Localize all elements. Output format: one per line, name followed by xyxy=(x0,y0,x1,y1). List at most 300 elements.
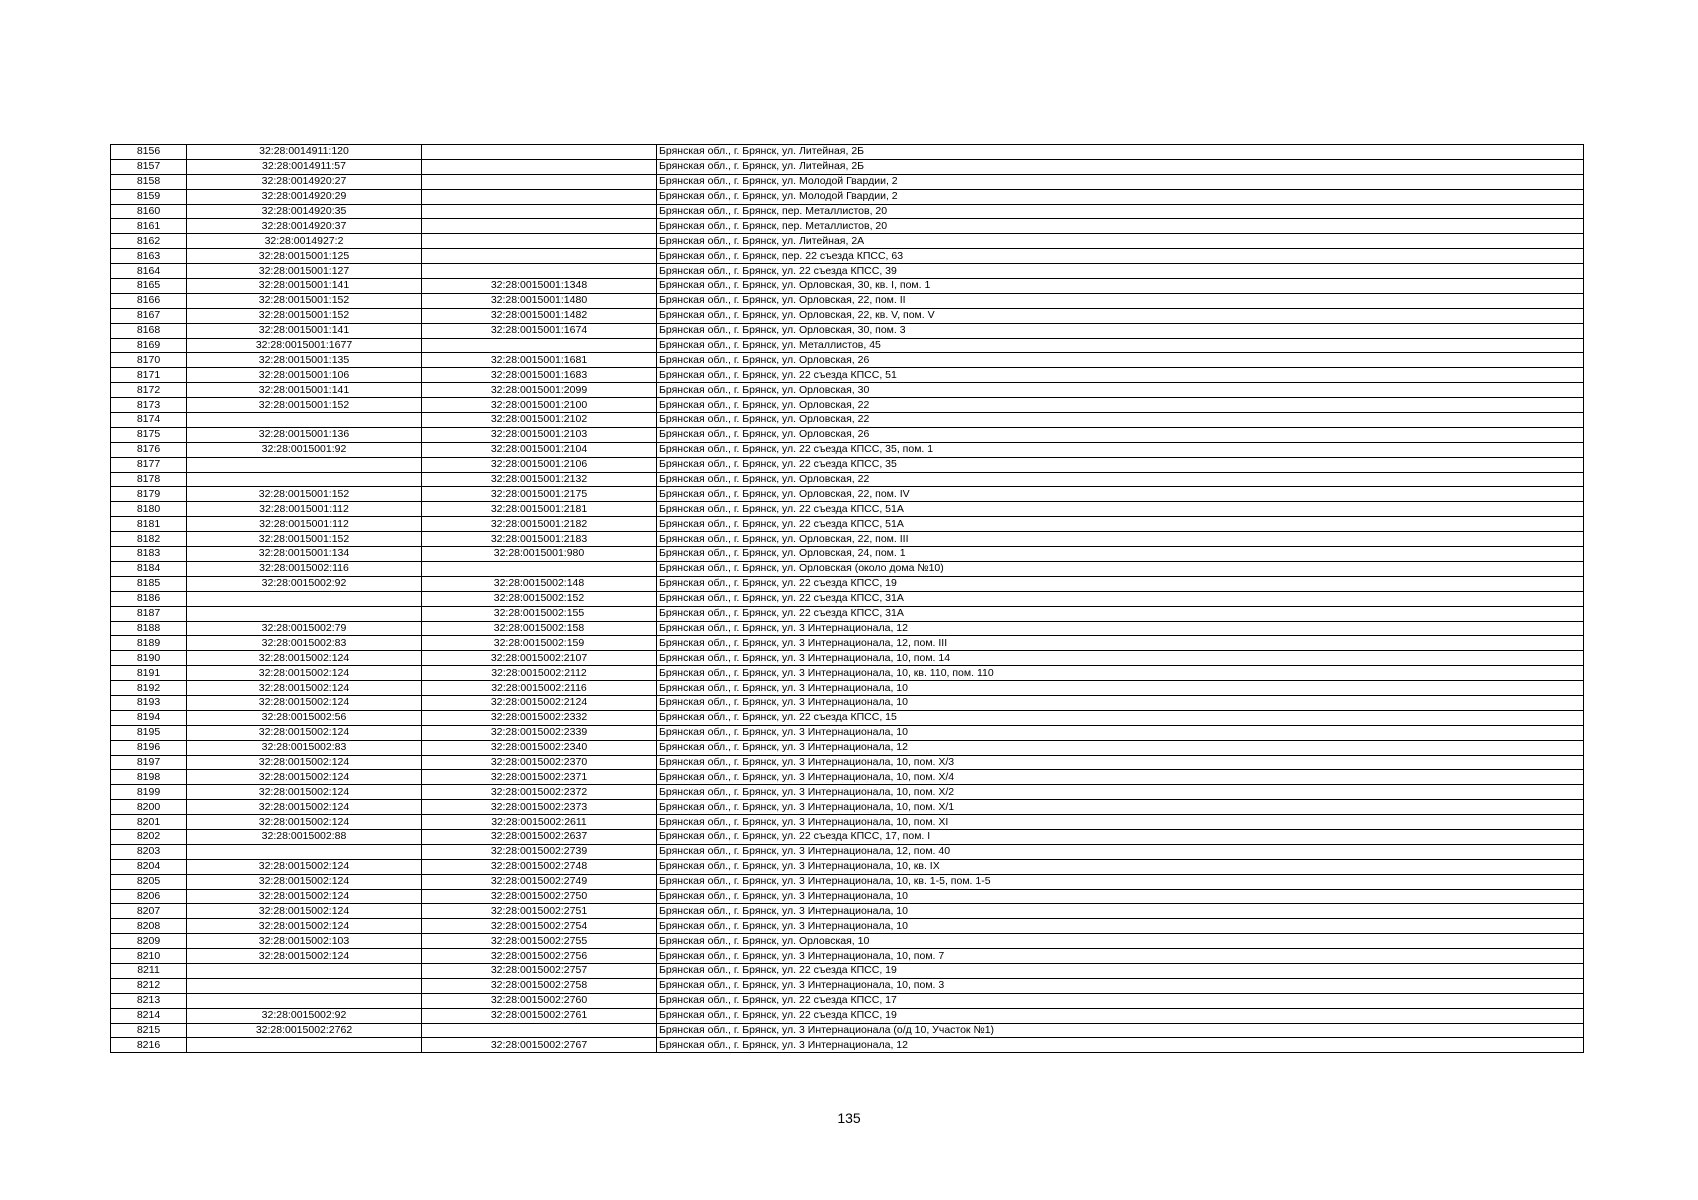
address-cell: Брянская обл., г. Брянск, ул. 3 Интернационала, 10, пом. Х/1 xyxy=(657,800,1584,815)
object-number-cell: 32:28:0015002:2749 xyxy=(422,874,657,889)
parcel-number-cell: 32:28:0014927:2 xyxy=(187,234,422,249)
address-cell: Брянская обл., г. Брянск, ул. Орловская, 22 xyxy=(657,472,1584,487)
row-number-cell: 8168 xyxy=(111,323,187,338)
parcel-number-cell: 32:28:0015002:116 xyxy=(187,561,422,576)
object-number-cell: 32:28:0015002:2750 xyxy=(422,889,657,904)
object-number-cell: 32:28:0015002:2370 xyxy=(422,755,657,770)
address-cell: Брянская обл., г. Брянск, ул. 3 Интернационала (о/д 10, Участок №1) xyxy=(657,1023,1584,1038)
address-cell: Брянская обл., г. Брянск, ул. Орловская, 24, пом. 1 xyxy=(657,547,1584,562)
row-number-cell: 8160 xyxy=(111,204,187,219)
row-number-cell: 8193 xyxy=(111,695,187,710)
table-row xyxy=(111,159,1584,174)
table-row xyxy=(111,547,1584,562)
row-number-cell: 8161 xyxy=(111,219,187,234)
parcel-number-cell: 32:28:0015002:56 xyxy=(187,710,422,725)
object-number-cell: 32:28:0015001:2103 xyxy=(422,427,657,442)
address-cell: Брянская обл., г. Брянск, ул. 22 съезда КПСС, 19 xyxy=(657,1008,1584,1023)
address-cell: Брянская обл., г. Брянск, ул. 22 съезда КПСС, 17 xyxy=(657,993,1584,1008)
table-row xyxy=(111,561,1584,576)
address-cell: Брянская обл., г. Брянск, ул. 22 съезда КПСС, 51 xyxy=(657,368,1584,383)
address-cell: Брянская обл., г. Брянск, ул. 3 Интернационала, 12, пом. 40 xyxy=(657,844,1584,859)
object-number-cell: 32:28:0015002:2760 xyxy=(422,993,657,1008)
object-number-cell: 32:28:0015002:2756 xyxy=(422,949,657,964)
row-number-cell: 8191 xyxy=(111,666,187,681)
table-row xyxy=(111,457,1584,472)
row-number-cell: 8199 xyxy=(111,785,187,800)
object-number-cell: 32:28:0015002:2332 xyxy=(422,710,657,725)
row-number-cell: 8202 xyxy=(111,829,187,844)
table-row xyxy=(111,279,1584,294)
row-number-cell: 8197 xyxy=(111,755,187,770)
object-number-cell: 32:28:0015001:2181 xyxy=(422,502,657,517)
row-number-cell: 8214 xyxy=(111,1008,187,1023)
address-cell: Брянская обл., г. Брянск, ул. 22 съезда КПСС, 31А xyxy=(657,606,1584,621)
object-number-cell: 32:28:0015002:2754 xyxy=(422,919,657,934)
row-number-cell: 8181 xyxy=(111,517,187,532)
parcel-number-cell: 32:28:0015002:124 xyxy=(187,695,422,710)
address-cell: Брянская обл., г. Брянск, пер. Металлистов, 20 xyxy=(657,219,1584,234)
row-number-cell: 8206 xyxy=(111,889,187,904)
row-number-cell: 8170 xyxy=(111,353,187,368)
table-row xyxy=(111,815,1584,830)
address-cell: Брянская обл., г. Брянск, ул. Орловская, 30, кв. I, пом. 1 xyxy=(657,279,1584,294)
parcel-number-cell xyxy=(187,606,422,621)
table-row xyxy=(111,889,1584,904)
row-number-cell: 8163 xyxy=(111,249,187,264)
address-cell: Брянская обл., г. Брянск, ул. Орловская, 22 xyxy=(657,398,1584,413)
table-row xyxy=(111,368,1584,383)
parcel-number-cell: 32:28:0014920:35 xyxy=(187,204,422,219)
row-number-cell: 8169 xyxy=(111,338,187,353)
parcel-number-cell: 32:28:0015002:124 xyxy=(187,755,422,770)
table-row xyxy=(111,591,1584,606)
row-number-cell: 8184 xyxy=(111,561,187,576)
address-cell: Брянская обл., г. Брянск, ул. Орловская, 30, пом. 3 xyxy=(657,323,1584,338)
row-number-cell: 8175 xyxy=(111,427,187,442)
row-number-cell: 8178 xyxy=(111,472,187,487)
address-cell: Брянская обл., г. Брянск, ул. Орловская, 30 xyxy=(657,383,1584,398)
row-number-cell: 8167 xyxy=(111,308,187,323)
table-row xyxy=(111,442,1584,457)
parcel-number-cell xyxy=(187,993,422,1008)
parcel-number-cell xyxy=(187,1038,422,1053)
object-number-cell: 32:28:0015001:2175 xyxy=(422,487,657,502)
table-row xyxy=(111,427,1584,442)
object-number-cell: 32:28:0015001:2104 xyxy=(422,442,657,457)
object-number-cell: 32:28:0015002:2637 xyxy=(422,829,657,844)
parcel-number-cell: 32:28:0015001:152 xyxy=(187,487,422,502)
parcel-number-cell: 32:28:0015002:124 xyxy=(187,859,422,874)
row-number-cell: 8180 xyxy=(111,502,187,517)
address-cell: Брянская обл., г. Брянск, ул. 22 съезда КПСС, 35, пом. 1 xyxy=(657,442,1584,457)
parcel-number-cell xyxy=(187,457,422,472)
object-number-cell xyxy=(422,204,657,219)
parcel-number-cell: 32:28:0015002:124 xyxy=(187,681,422,696)
parcel-number-cell: 32:28:0015001:152 xyxy=(187,308,422,323)
parcel-number-cell: 32:28:0015001:125 xyxy=(187,249,422,264)
object-number-cell xyxy=(422,561,657,576)
address-cell: Брянская обл., г. Брянск, ул. 3 Интернационала, 12 xyxy=(657,740,1584,755)
table-row xyxy=(111,606,1584,621)
object-number-cell: 32:28:0015001:2132 xyxy=(422,472,657,487)
row-number-cell: 8209 xyxy=(111,934,187,949)
table-row xyxy=(111,338,1584,353)
table-row xyxy=(111,859,1584,874)
parcel-number-cell: 32:28:0015002:103 xyxy=(187,934,422,949)
parcel-number-cell: 32:28:0014911:57 xyxy=(187,159,422,174)
row-number-cell: 8183 xyxy=(111,547,187,562)
row-number-cell: 8216 xyxy=(111,1038,187,1053)
object-number-cell: 32:28:0015002:2751 xyxy=(422,904,657,919)
address-cell: Брянская обл., г. Брянск, ул. Орловская, 10 xyxy=(657,934,1584,949)
parcel-number-cell: 32:28:0015002:83 xyxy=(187,636,422,651)
object-number-cell: 32:28:0015002:148 xyxy=(422,576,657,591)
object-number-cell: 32:28:0015001:1681 xyxy=(422,353,657,368)
table-row xyxy=(111,949,1584,964)
parcel-number-cell: 32:28:0015002:92 xyxy=(187,576,422,591)
parcel-number-cell: 32:28:0015002:92 xyxy=(187,1008,422,1023)
parcel-number-cell: 32:28:0015001:152 xyxy=(187,293,422,308)
object-number-cell: 32:28:0015002:2372 xyxy=(422,785,657,800)
object-number-cell: 32:28:0015001:1348 xyxy=(422,279,657,294)
parcel-number-cell xyxy=(187,413,422,428)
table-row xyxy=(111,398,1584,413)
address-cell: Брянская обл., г. Брянск, ул. Литейная, 2Б xyxy=(657,145,1584,160)
row-number-cell: 8189 xyxy=(111,636,187,651)
parcel-number-cell: 32:28:0015001:92 xyxy=(187,442,422,457)
object-number-cell: 32:28:0015002:2755 xyxy=(422,934,657,949)
table-row xyxy=(111,904,1584,919)
table-row xyxy=(111,829,1584,844)
table-row xyxy=(111,353,1584,368)
table-row xyxy=(111,517,1584,532)
table-row xyxy=(111,651,1584,666)
table-row xyxy=(111,710,1584,725)
row-number-cell: 8182 xyxy=(111,532,187,547)
address-cell: Брянская обл., г. Брянск, ул. Литейная, 2Б xyxy=(657,159,1584,174)
row-number-cell: 8198 xyxy=(111,770,187,785)
table-row xyxy=(111,383,1584,398)
parcel-number-cell: 32:28:0015001:152 xyxy=(187,398,422,413)
address-cell: Брянская обл., г. Брянск, ул. 3 Интернационала, 10 xyxy=(657,725,1584,740)
object-number-cell: 32:28:0015002:2112 xyxy=(422,666,657,681)
row-number-cell: 8204 xyxy=(111,859,187,874)
row-number-cell: 8210 xyxy=(111,949,187,964)
row-number-cell: 8179 xyxy=(111,487,187,502)
address-cell: Брянская обл., г. Брянск, ул. 22 съезда КПСС, 39 xyxy=(657,264,1584,279)
parcel-number-cell: 32:28:0015002:124 xyxy=(187,800,422,815)
object-number-cell: 32:28:0015002:2757 xyxy=(422,963,657,978)
row-number-cell: 8207 xyxy=(111,904,187,919)
row-number-cell: 8156 xyxy=(111,145,187,160)
row-number-cell: 8195 xyxy=(111,725,187,740)
object-number-cell: 32:28:0015002:2758 xyxy=(422,978,657,993)
address-cell: Брянская обл., г. Брянск, ул. 3 Интернационала, 10, пом. 14 xyxy=(657,651,1584,666)
row-number-cell: 8159 xyxy=(111,189,187,204)
address-cell: Брянская обл., г. Брянск, ул. Орловская, 22 xyxy=(657,413,1584,428)
address-cell: Брянская обл., г. Брянск, ул. 22 съезда КПСС, 17, пом. I xyxy=(657,829,1584,844)
address-cell: Брянская обл., г. Брянск, ул. 3 Интернационала, 12 xyxy=(657,621,1584,636)
parcel-number-cell: 32:28:0015001:152 xyxy=(187,532,422,547)
row-number-cell: 8201 xyxy=(111,815,187,830)
address-cell: Брянская обл., г. Брянск, ул. Орловская, 26 xyxy=(657,353,1584,368)
row-number-cell: 8187 xyxy=(111,606,187,621)
row-number-cell: 8212 xyxy=(111,978,187,993)
object-number-cell: 32:28:0015001:2099 xyxy=(422,383,657,398)
row-number-cell: 8205 xyxy=(111,874,187,889)
table-row xyxy=(111,249,1584,264)
object-number-cell: 32:28:0015002:2611 xyxy=(422,815,657,830)
object-number-cell xyxy=(422,234,657,249)
address-cell: Брянская обл., г. Брянск, ул. 3 Интернационала, 10 xyxy=(657,695,1584,710)
address-cell: Брянская обл., г. Брянск, ул. 3 Интернационала, 10 xyxy=(657,889,1584,904)
object-number-cell: 32:28:0015002:2124 xyxy=(422,695,657,710)
parcel-number-cell: 32:28:0015002:124 xyxy=(187,651,422,666)
parcel-number-cell: 32:28:0015002:124 xyxy=(187,919,422,934)
table-row xyxy=(111,666,1584,681)
parcel-number-cell: 32:28:0015001:141 xyxy=(187,383,422,398)
object-number-cell: 32:28:0015001:2183 xyxy=(422,532,657,547)
parcel-number-cell: 32:28:0015001:1677 xyxy=(187,338,422,353)
parcel-number-cell xyxy=(187,978,422,993)
table-row xyxy=(111,174,1584,189)
parcel-number-cell: 32:28:0015002:124 xyxy=(187,666,422,681)
table-row xyxy=(111,576,1584,591)
address-cell: Брянская обл., г. Брянск, ул. 3 Интернационала, 10, пом. Х/4 xyxy=(657,770,1584,785)
row-number-cell: 8208 xyxy=(111,919,187,934)
table-row xyxy=(111,264,1584,279)
table-row xyxy=(111,934,1584,949)
object-number-cell: 32:28:0015002:158 xyxy=(422,621,657,636)
table-row xyxy=(111,502,1584,517)
table-row xyxy=(111,621,1584,636)
row-number-cell: 8211 xyxy=(111,963,187,978)
address-cell: Брянская обл., г. Брянск, ул. 3 Интернационала, 10 xyxy=(657,681,1584,696)
table-row xyxy=(111,293,1584,308)
object-number-cell: 32:28:0015002:2748 xyxy=(422,859,657,874)
address-cell: Брянская обл., г. Брянск, ул. Орловская, 26 xyxy=(657,427,1584,442)
parcel-number-cell: 32:28:0014911:120 xyxy=(187,145,422,160)
address-cell: Брянская обл., г. Брянск, ул. 3 Интернационала, 10 xyxy=(657,919,1584,934)
table-row xyxy=(111,740,1584,755)
object-number-cell: 32:28:0015002:2371 xyxy=(422,770,657,785)
row-number-cell: 8173 xyxy=(111,398,187,413)
parcel-number-cell xyxy=(187,472,422,487)
address-cell: Брянская обл., г. Брянск, ул. 3 Интернационала, 10, пом. Х/3 xyxy=(657,755,1584,770)
row-number-cell: 8174 xyxy=(111,413,187,428)
object-number-cell: 32:28:0015002:2373 xyxy=(422,800,657,815)
page-number: 135 xyxy=(837,1110,861,1126)
object-number-cell xyxy=(422,159,657,174)
row-number-cell: 8176 xyxy=(111,442,187,457)
object-number-cell xyxy=(422,1023,657,1038)
object-number-cell xyxy=(422,219,657,234)
row-number-cell: 8215 xyxy=(111,1023,187,1038)
object-number-cell: 32:28:0015001:2182 xyxy=(422,517,657,532)
row-number-cell: 8192 xyxy=(111,681,187,696)
address-cell: Брянская обл., г. Брянск, ул. Орловская, 22, пом. III xyxy=(657,532,1584,547)
table-row xyxy=(111,532,1584,547)
object-number-cell: 32:28:0015002:2739 xyxy=(422,844,657,859)
parcel-number-cell: 32:28:0015001:112 xyxy=(187,517,422,532)
address-cell: Брянская обл., г. Брянск, ул. 22 съезда КПСС, 35 xyxy=(657,457,1584,472)
table-row xyxy=(111,695,1584,710)
parcel-number-cell: 32:28:0015001:106 xyxy=(187,368,422,383)
object-number-cell: 32:28:0015001:980 xyxy=(422,547,657,562)
object-number-cell: 32:28:0015001:2102 xyxy=(422,413,657,428)
object-number-cell: 32:28:0015002:2340 xyxy=(422,740,657,755)
parcel-number-cell: 32:28:0015002:124 xyxy=(187,904,422,919)
row-number-cell: 8172 xyxy=(111,383,187,398)
parcel-number-cell: 32:28:0015002:124 xyxy=(187,949,422,964)
table-row xyxy=(111,204,1584,219)
parcel-number-cell: 32:28:0015001:141 xyxy=(187,279,422,294)
object-number-cell xyxy=(422,338,657,353)
object-number-cell: 32:28:0015002:155 xyxy=(422,606,657,621)
address-cell: Брянская обл., г. Брянск, ул. 22 съезда КПСС, 15 xyxy=(657,710,1584,725)
row-number-cell: 8165 xyxy=(111,279,187,294)
object-number-cell: 32:28:0015002:2767 xyxy=(422,1038,657,1053)
address-cell: Брянская обл., г. Брянск, ул. 22 съезда КПСС, 51А xyxy=(657,502,1584,517)
object-number-cell: 32:28:0015001:1674 xyxy=(422,323,657,338)
table-row xyxy=(111,755,1584,770)
address-cell: Брянская обл., г. Брянск, пер. Металлистов, 20 xyxy=(657,204,1584,219)
object-number-cell xyxy=(422,189,657,204)
parcel-number-cell: 32:28:0015002:2762 xyxy=(187,1023,422,1038)
parcel-number-cell: 32:28:0015001:135 xyxy=(187,353,422,368)
object-number-cell: 32:28:0015002:2761 xyxy=(422,1008,657,1023)
row-number-cell: 8177 xyxy=(111,457,187,472)
table-row xyxy=(111,1038,1584,1053)
table-row xyxy=(111,785,1584,800)
table-row xyxy=(111,189,1584,204)
table-row xyxy=(111,1008,1584,1023)
row-number-cell: 8196 xyxy=(111,740,187,755)
parcel-number-cell: 32:28:0015002:124 xyxy=(187,785,422,800)
address-cell: Брянская обл., г. Брянск, ул. Орловская, 22, кв. V, пом. V xyxy=(657,308,1584,323)
row-number-cell: 8157 xyxy=(111,159,187,174)
address-cell: Брянская обл., г. Брянск, ул. Орловская, 22, пом. II xyxy=(657,293,1584,308)
address-cell: Брянская обл., г. Брянск, ул. 22 съезда КПСС, 19 xyxy=(657,576,1584,591)
table-row xyxy=(111,681,1584,696)
parcel-number-cell xyxy=(187,963,422,978)
table-row xyxy=(111,800,1584,815)
object-number-cell: 32:28:0015001:1482 xyxy=(422,308,657,323)
row-number-cell: 8171 xyxy=(111,368,187,383)
table-row xyxy=(111,636,1584,651)
parcel-number-cell: 32:28:0015002:83 xyxy=(187,740,422,755)
address-cell: Брянская обл., г. Брянск, ул. 3 Интернационала, 10, кв. 1-5, пом. 1-5 xyxy=(657,874,1584,889)
object-number-cell: 32:28:0015001:2106 xyxy=(422,457,657,472)
row-number-cell: 8162 xyxy=(111,234,187,249)
parcel-number-cell: 32:28:0015002:124 xyxy=(187,889,422,904)
address-cell: Брянская обл., г. Брянск, ул. Металлистов, 45 xyxy=(657,338,1584,353)
address-cell: Брянская обл., г. Брянск, ул. Орловская (около дома №10) xyxy=(657,561,1584,576)
object-number-cell xyxy=(422,145,657,160)
row-number-cell: 8186 xyxy=(111,591,187,606)
address-cell: Брянская обл., г. Брянск, ул. Литейная, 2А xyxy=(657,234,1584,249)
address-cell: Брянская обл., г. Брянск, ул. 3 Интернационала, 10, пом. XI xyxy=(657,815,1584,830)
object-number-cell: 32:28:0015002:159 xyxy=(422,636,657,651)
parcel-number-cell: 32:28:0015002:124 xyxy=(187,770,422,785)
parcel-number-cell: 32:28:0015001:112 xyxy=(187,502,422,517)
address-cell: Брянская обл., г. Брянск, ул. 22 съезда КПСС, 19 xyxy=(657,963,1584,978)
row-number-cell: 8188 xyxy=(111,621,187,636)
address-cell: Брянская обл., г. Брянск, ул. 22 съезда КПСС, 31А xyxy=(657,591,1584,606)
address-cell: Брянская обл., г. Брянск, ул. 3 Интернационала, 10, кв. IX xyxy=(657,859,1584,874)
address-cell: Брянская обл., г. Брянск, ул. 3 Интернационала, 10, пом. Х/2 xyxy=(657,785,1584,800)
parcel-number-cell xyxy=(187,591,422,606)
address-cell: Брянская обл., г. Брянск, пер. 22 съезда КПСС, 63 xyxy=(657,249,1584,264)
row-number-cell: 8164 xyxy=(111,264,187,279)
object-number-cell: 32:28:0015002:2339 xyxy=(422,725,657,740)
row-number-cell: 8200 xyxy=(111,800,187,815)
table-row xyxy=(111,874,1584,889)
address-cell: Брянская обл., г. Брянск, ул. 3 Интернационала, 10, кв. 110, пом. 110 xyxy=(657,666,1584,681)
table-row xyxy=(111,978,1584,993)
parcel-number-cell: 32:28:0014920:27 xyxy=(187,174,422,189)
object-number-cell: 32:28:0015001:2100 xyxy=(422,398,657,413)
parcel-number-cell xyxy=(187,844,422,859)
table-row xyxy=(111,308,1584,323)
table-row xyxy=(111,919,1584,934)
parcel-number-cell: 32:28:0014920:29 xyxy=(187,189,422,204)
object-number-cell: 32:28:0015001:1683 xyxy=(422,368,657,383)
address-cell: Брянская обл., г. Брянск, ул. Молодой Гвардии, 2 xyxy=(657,174,1584,189)
table-row xyxy=(111,487,1584,502)
table-row xyxy=(111,844,1584,859)
table-row xyxy=(111,145,1584,160)
parcel-number-cell: 32:28:0015001:127 xyxy=(187,264,422,279)
table-row xyxy=(111,993,1584,1008)
object-number-cell: 32:28:0015002:2107 xyxy=(422,651,657,666)
row-number-cell: 8203 xyxy=(111,844,187,859)
parcel-number-cell: 32:28:0014920:37 xyxy=(187,219,422,234)
table-body xyxy=(111,145,1584,1053)
address-cell: Брянская обл., г. Брянск, ул. Молодой Гвардии, 2 xyxy=(657,189,1584,204)
table-row xyxy=(111,323,1584,338)
table-row xyxy=(111,725,1584,740)
row-number-cell: 8166 xyxy=(111,293,187,308)
object-number-cell: 32:28:0015002:2116 xyxy=(422,681,657,696)
parcel-number-cell: 32:28:0015002:88 xyxy=(187,829,422,844)
address-cell: Брянская обл., г. Брянск, ул. 3 Интернационала, 12, пом. III xyxy=(657,636,1584,651)
object-number-cell xyxy=(422,264,657,279)
table-row xyxy=(111,234,1584,249)
parcel-number-cell: 32:28:0015002:124 xyxy=(187,874,422,889)
parcel-number-cell: 32:28:0015002:124 xyxy=(187,725,422,740)
address-cell: Брянская обл., г. Брянск, ул. 3 Интернационала, 10 xyxy=(657,904,1584,919)
cadastral-table xyxy=(110,144,1584,1053)
object-number-cell: 32:28:0015002:152 xyxy=(422,591,657,606)
table-row xyxy=(111,770,1584,785)
parcel-number-cell: 32:28:0015001:141 xyxy=(187,323,422,338)
table-row xyxy=(111,963,1584,978)
row-number-cell: 8190 xyxy=(111,651,187,666)
object-number-cell: 32:28:0015001:1480 xyxy=(422,293,657,308)
row-number-cell: 8158 xyxy=(111,174,187,189)
table-row xyxy=(111,1023,1584,1038)
parcel-number-cell: 32:28:0015001:136 xyxy=(187,427,422,442)
object-number-cell xyxy=(422,249,657,264)
row-number-cell: 8194 xyxy=(111,710,187,725)
address-cell: Брянская обл., г. Брянск, ул. 22 съезда КПСС, 51А xyxy=(657,517,1584,532)
parcel-number-cell: 32:28:0015001:134 xyxy=(187,547,422,562)
address-cell: Брянская обл., г. Брянск, ул. Орловская, 22, пом. IV xyxy=(657,487,1584,502)
address-cell: Брянская обл., г. Брянск, ул. 3 Интернационала, 10, пом. 3 xyxy=(657,978,1584,993)
row-number-cell: 8185 xyxy=(111,576,187,591)
table-row xyxy=(111,219,1584,234)
